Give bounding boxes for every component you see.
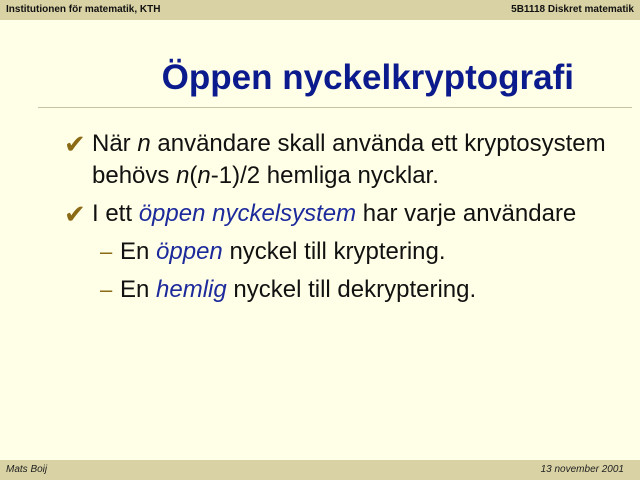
variable-n: n [176, 162, 190, 189]
sub-bullet-text: nyckel till kryptering. [222, 238, 446, 265]
emphasis-text: hemlig [156, 276, 227, 303]
footer-date: 13 november 2001 [540, 464, 624, 475]
sub-bullet-text: En [120, 276, 157, 303]
sub-bullet-text: En [120, 238, 157, 265]
dash-icon: – [100, 277, 113, 302]
bullet-text: har varje användare [356, 200, 577, 227]
dash-icon: – [100, 239, 113, 264]
bullet-item [64, 198, 624, 230]
variable-n: n [197, 162, 211, 189]
footer-bar [0, 460, 640, 480]
header-bar [0, 0, 640, 20]
bullet-text: När [92, 130, 138, 157]
title-divider [38, 107, 632, 108]
sub-bullet-text: nyckel till dekryptering. [226, 276, 477, 303]
slide-title: Öppen nyckelkryptografi [161, 58, 574, 97]
variable-n: n [137, 130, 151, 157]
bullet-text: I ett [92, 200, 139, 227]
bullet-text: ( [189, 162, 198, 189]
check-icon: ✔ [64, 129, 86, 159]
footer-author: Mats Boij [6, 464, 48, 475]
bullet-text: användare skall använda ett kryptosystem behövs [92, 130, 606, 189]
sub-bullet-item [64, 274, 624, 306]
bullet-item [64, 128, 624, 192]
header-institution: Institutionen för matematik, KTH [6, 4, 161, 15]
bullet-text: -1)/2 hemliga nycklar. [210, 162, 439, 189]
sub-bullet-item [64, 236, 624, 268]
slide-content [64, 128, 624, 306]
emphasis-text: öppen [156, 238, 223, 265]
check-icon: ✔ [64, 199, 86, 229]
emphasis-text: öppen nyckelsystem [138, 200, 357, 227]
header-course: 5B1118 Diskret matematik [511, 4, 634, 15]
